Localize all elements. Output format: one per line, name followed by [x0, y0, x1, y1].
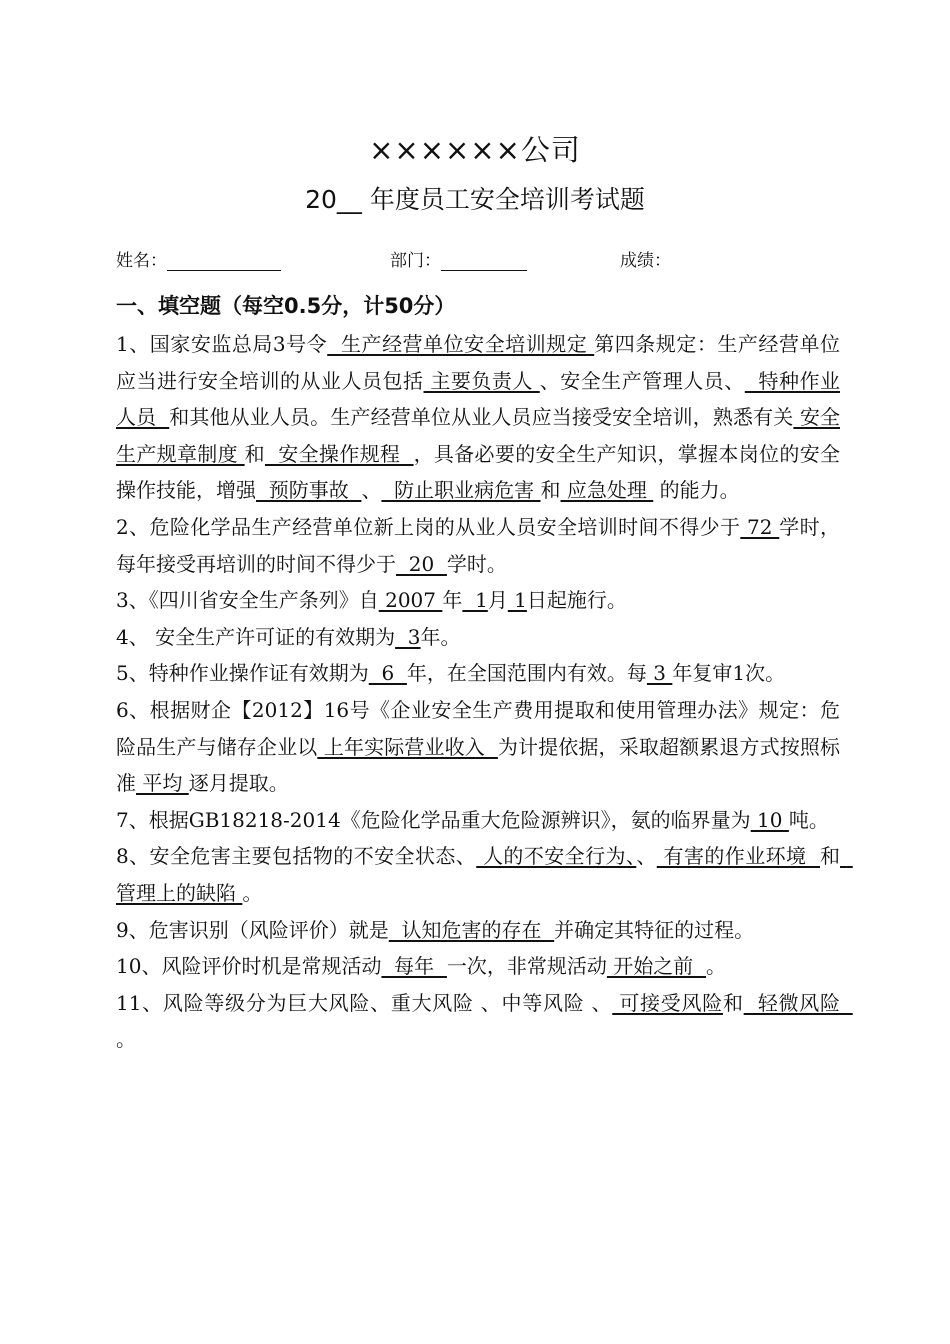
question-text: 第四条规定：生产经营单位应当进行安全培训的从业人员包括: [116, 332, 841, 393]
question-text: 9、危害识别（风险评价）就是: [116, 917, 389, 942]
question-text: 年复审1次。: [672, 661, 786, 686]
question-text: 和: [722, 990, 744, 1015]
question-6: [116, 692, 840, 802]
answer-blank[interactable]: 10: [750, 807, 789, 832]
answer-blank[interactable]: 开始之前: [606, 954, 706, 979]
answer-blank[interactable]: 3: [395, 624, 421, 649]
question-text: 2、危险化学品生产经营单位新上岗的从业人员安全培训时间不得少于: [116, 514, 741, 539]
answer-blank[interactable]: 3: [646, 661, 673, 686]
question-text: 6、根据财企【2012】16号《企业安全生产费用提取和使用管理办法》规定：危险品生产与储存企业以: [116, 697, 840, 759]
question-text: 的能力。: [653, 478, 740, 503]
dept-blank[interactable]: [441, 252, 527, 271]
question-2: [116, 509, 840, 582]
answer-blank[interactable]: 生产经营单位安全培训规定: [327, 332, 595, 356]
answer-blank[interactable]: 应急处理: [560, 478, 654, 503]
question-text: 学时。: [446, 551, 507, 576]
answer-blank[interactable]: 安全生产规章制度: [116, 405, 840, 466]
score-field: [620, 246, 671, 271]
question-text: 逐月提取。: [188, 771, 289, 796]
section-title: 一、填空题（每空0.5分，计50分）: [116, 294, 456, 318]
answer-blank[interactable]: 72: [740, 514, 780, 539]
answer-blank[interactable]: 轻微风险: [743, 990, 853, 1015]
answer-blank[interactable]: 平均: [136, 771, 189, 796]
question-3: [116, 582, 840, 619]
answer-blank[interactable]: 特种作业人员: [116, 368, 841, 430]
question-8: [116, 838, 853, 911]
question-text: 8、安全危害主要包括物的不安全状态、: [116, 844, 477, 869]
question-4: [116, 619, 840, 656]
question-11: [116, 985, 853, 1058]
answer-blank[interactable]: 有害的作业环境: [656, 844, 821, 869]
answer-blank[interactable]: 认知危害的存在: [388, 917, 555, 942]
question-text: 。: [116, 1027, 136, 1052]
question-text: 10、风险评价时机是常规活动: [116, 954, 382, 979]
answer-blank[interactable]: 1: [507, 588, 527, 613]
name-blank[interactable]: [167, 252, 281, 271]
question-text: 。: [242, 880, 263, 905]
question-text: 并确定其特征的过程。: [554, 917, 755, 942]
answer-blank[interactable]: 主要负责人: [423, 368, 540, 393]
question-5: [116, 655, 840, 692]
answer-blank[interactable]: 2007: [378, 588, 443, 613]
question-list: [116, 326, 853, 1058]
answer-blank[interactable]: 每年: [381, 954, 447, 979]
question-text: 。: [705, 954, 726, 979]
question-1: [116, 326, 840, 509]
question-text: 、: [636, 844, 657, 869]
question-9: [116, 912, 840, 949]
question-10: [116, 948, 840, 985]
answer-blank[interactable]: 6: [368, 661, 407, 686]
answer-blank[interactable]: 防止职业病危害: [381, 478, 541, 503]
exam-title: 20__ 年度员工安全培训考试题: [305, 185, 645, 214]
question-text: 5、特种作业操作证有效期为: [116, 661, 369, 686]
answer-blank[interactable]: 管理上的缺陷: [116, 844, 853, 905]
question-text: 年: [442, 588, 463, 613]
question-text: 和其他从业人员。生产经营单位从业人员应当接受安全培训，熟悉有关: [169, 405, 794, 430]
answer-blank[interactable]: 预防事故: [256, 478, 362, 503]
question-text: 年。: [420, 624, 461, 649]
answer-blank[interactable]: 20: [396, 551, 447, 576]
question-text: 、安全生产管理人员、: [539, 368, 745, 393]
question-text: 11、风险等级分为巨大风险、重大风险 、中等风险 、: [116, 990, 613, 1015]
question-text: 、: [361, 478, 382, 503]
question-text: 月: [487, 588, 508, 613]
company-title: ××××××公司: [369, 133, 581, 167]
question-text: 和: [244, 441, 265, 466]
question-text: 和: [820, 844, 841, 869]
answer-blank[interactable]: 人的不安全行为、: [476, 844, 637, 869]
question-text: 一次，非常规活动: [446, 954, 607, 979]
question-text: 年，在全国范围内有效。每: [406, 661, 647, 686]
question-7: [116, 802, 840, 839]
score-label: 成绩：: [620, 251, 671, 271]
question-text: 4、 安全生产许可证的有效期为: [116, 624, 396, 649]
question-text: 学时，每年接受再培训的时间不得少于: [116, 514, 840, 576]
name-label: 姓名：: [116, 251, 167, 271]
name-field: [116, 246, 281, 271]
question-text: 7、根据GB18218-2014《危险化学品重大危险源辨识》，氨的临界量为: [116, 807, 751, 832]
dept-field: [390, 246, 527, 271]
question-text: 吨。: [788, 807, 829, 832]
question-text: 日起施行。: [526, 588, 627, 613]
answer-blank[interactable]: 可接受风险: [612, 990, 723, 1015]
answer-blank[interactable]: 安全操作规程: [264, 441, 414, 466]
dept-label: 部门：: [390, 251, 441, 271]
answer-blank[interactable]: 1: [462, 588, 488, 613]
question-text: 1、国家安监总局3号令: [116, 332, 328, 356]
question-text: 和: [540, 478, 561, 503]
question-text: ，具备必要的安全生产知识，掌握本岗位的安全操作技能，增强: [116, 441, 841, 503]
answer-blank[interactable]: 上年实际营业收入: [317, 734, 498, 759]
question-text: 为计提依据，采取超额累退方式按照标准: [116, 734, 841, 796]
question-text: 3、《四川省安全生产条列》自: [116, 588, 379, 613]
